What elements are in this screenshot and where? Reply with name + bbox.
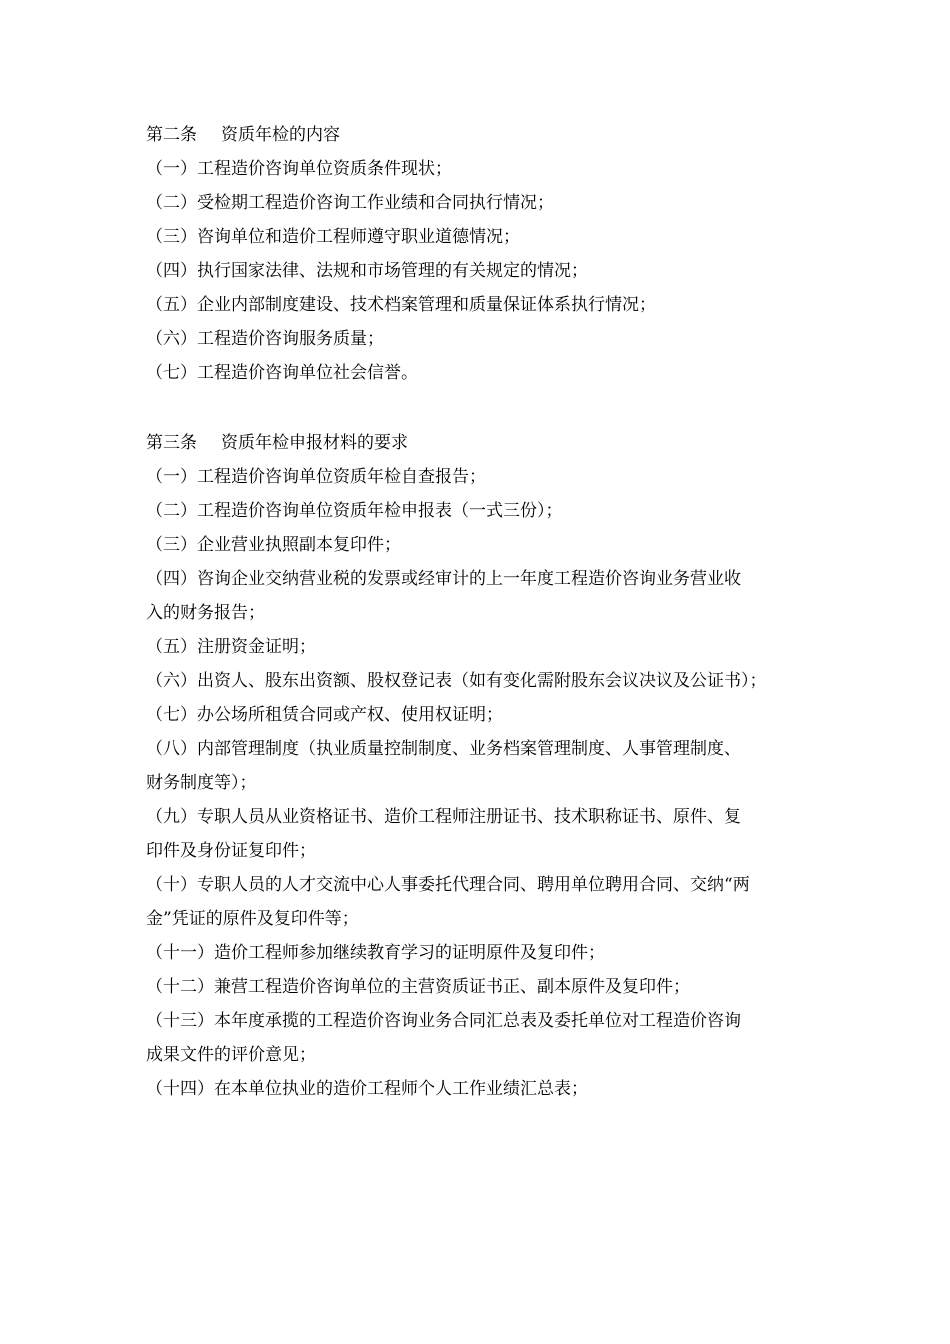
list-item: （四）咨询企业交纳营业税的发票或经审计的上一年度工程造价咨询业务营业收 — [146, 569, 741, 589]
list-item-continuation: 财务制度等）； — [146, 773, 257, 793]
list-item: （八）内部管理制度（执业质量控制制度、业务档案管理制度、人事管理制度、 — [146, 739, 741, 759]
list-item: （二）受检期工程造价咨询工作业绩和合同执行情况； — [146, 193, 554, 213]
list-item: （九）专职人员从业资格证书、造价工程师注册证书、技术职称证书、原件、复 — [146, 807, 741, 827]
list-item: （一）工程造价咨询单位资质条件现状； — [146, 159, 452, 179]
list-item: （十四）在本单位执业的造价工程师个人工作业绩汇总表； — [146, 1079, 588, 1099]
list-item: （一）工程造价咨询单位资质年检自查报告； — [146, 467, 486, 487]
document-body — [146, 118, 812, 1106]
list-item: （十三）本年度承揽的工程造价咨询业务合同汇总表及委托单位对工程造价咨询 — [146, 1011, 741, 1031]
section-title: 资质年检申报材料的要求 — [221, 433, 408, 453]
list-item: （四）执行国家法律、法规和市场管理的有关规定的情况； — [146, 261, 588, 281]
list-item: （七）办公场所租赁合同或产权、使用权证明； — [146, 705, 503, 725]
list-item: （六）出资人、股东出资额、股权登记表（如有变化需附股东会议决议及公证书）； — [146, 671, 767, 691]
list-item: （五）企业内部制度建设、技术档案管理和质量保证体系执行情况； — [146, 295, 656, 315]
list-item: （十二）兼营工程造价咨询单位的主营资质证书正、副本原件及复印件； — [146, 977, 690, 997]
section-number: 第三条 — [146, 433, 197, 453]
list-item: （十一）造价工程师参加继续教育学习的证明原件及复印件； — [146, 943, 605, 963]
list-item-continuation: 入的财务报告； — [146, 603, 265, 623]
section-gap — [146, 390, 812, 426]
section-number: 第二条 — [146, 125, 197, 145]
list-item: （五）注册资金证明； — [146, 637, 316, 657]
list-item-continuation: 金”凭证的原件及复印件等； — [146, 909, 359, 929]
list-item: （二）工程造价咨询单位资质年检申报表（一式三份）； — [146, 501, 563, 521]
list-item: （六）工程造价咨询服务质量； — [146, 329, 384, 349]
section-heading — [146, 426, 812, 460]
list-item: （十）专职人员的人才交流中心人事委托代理合同、聘用单位聘用合同、交纳“两 — [146, 875, 750, 895]
list-item: （七）工程造价咨询单位社会信誉。 — [146, 363, 418, 383]
section-heading — [146, 118, 812, 152]
list-item-continuation: 成果文件的评价意见； — [146, 1045, 316, 1065]
list-item: （三）企业营业执照副本复印件； — [146, 535, 401, 555]
list-item: （三）咨询单位和造价工程师遵守职业道德情况； — [146, 227, 520, 247]
section-title: 资质年检的内容 — [221, 125, 340, 145]
list-item-continuation: 印件及身份证复印件； — [146, 841, 316, 861]
